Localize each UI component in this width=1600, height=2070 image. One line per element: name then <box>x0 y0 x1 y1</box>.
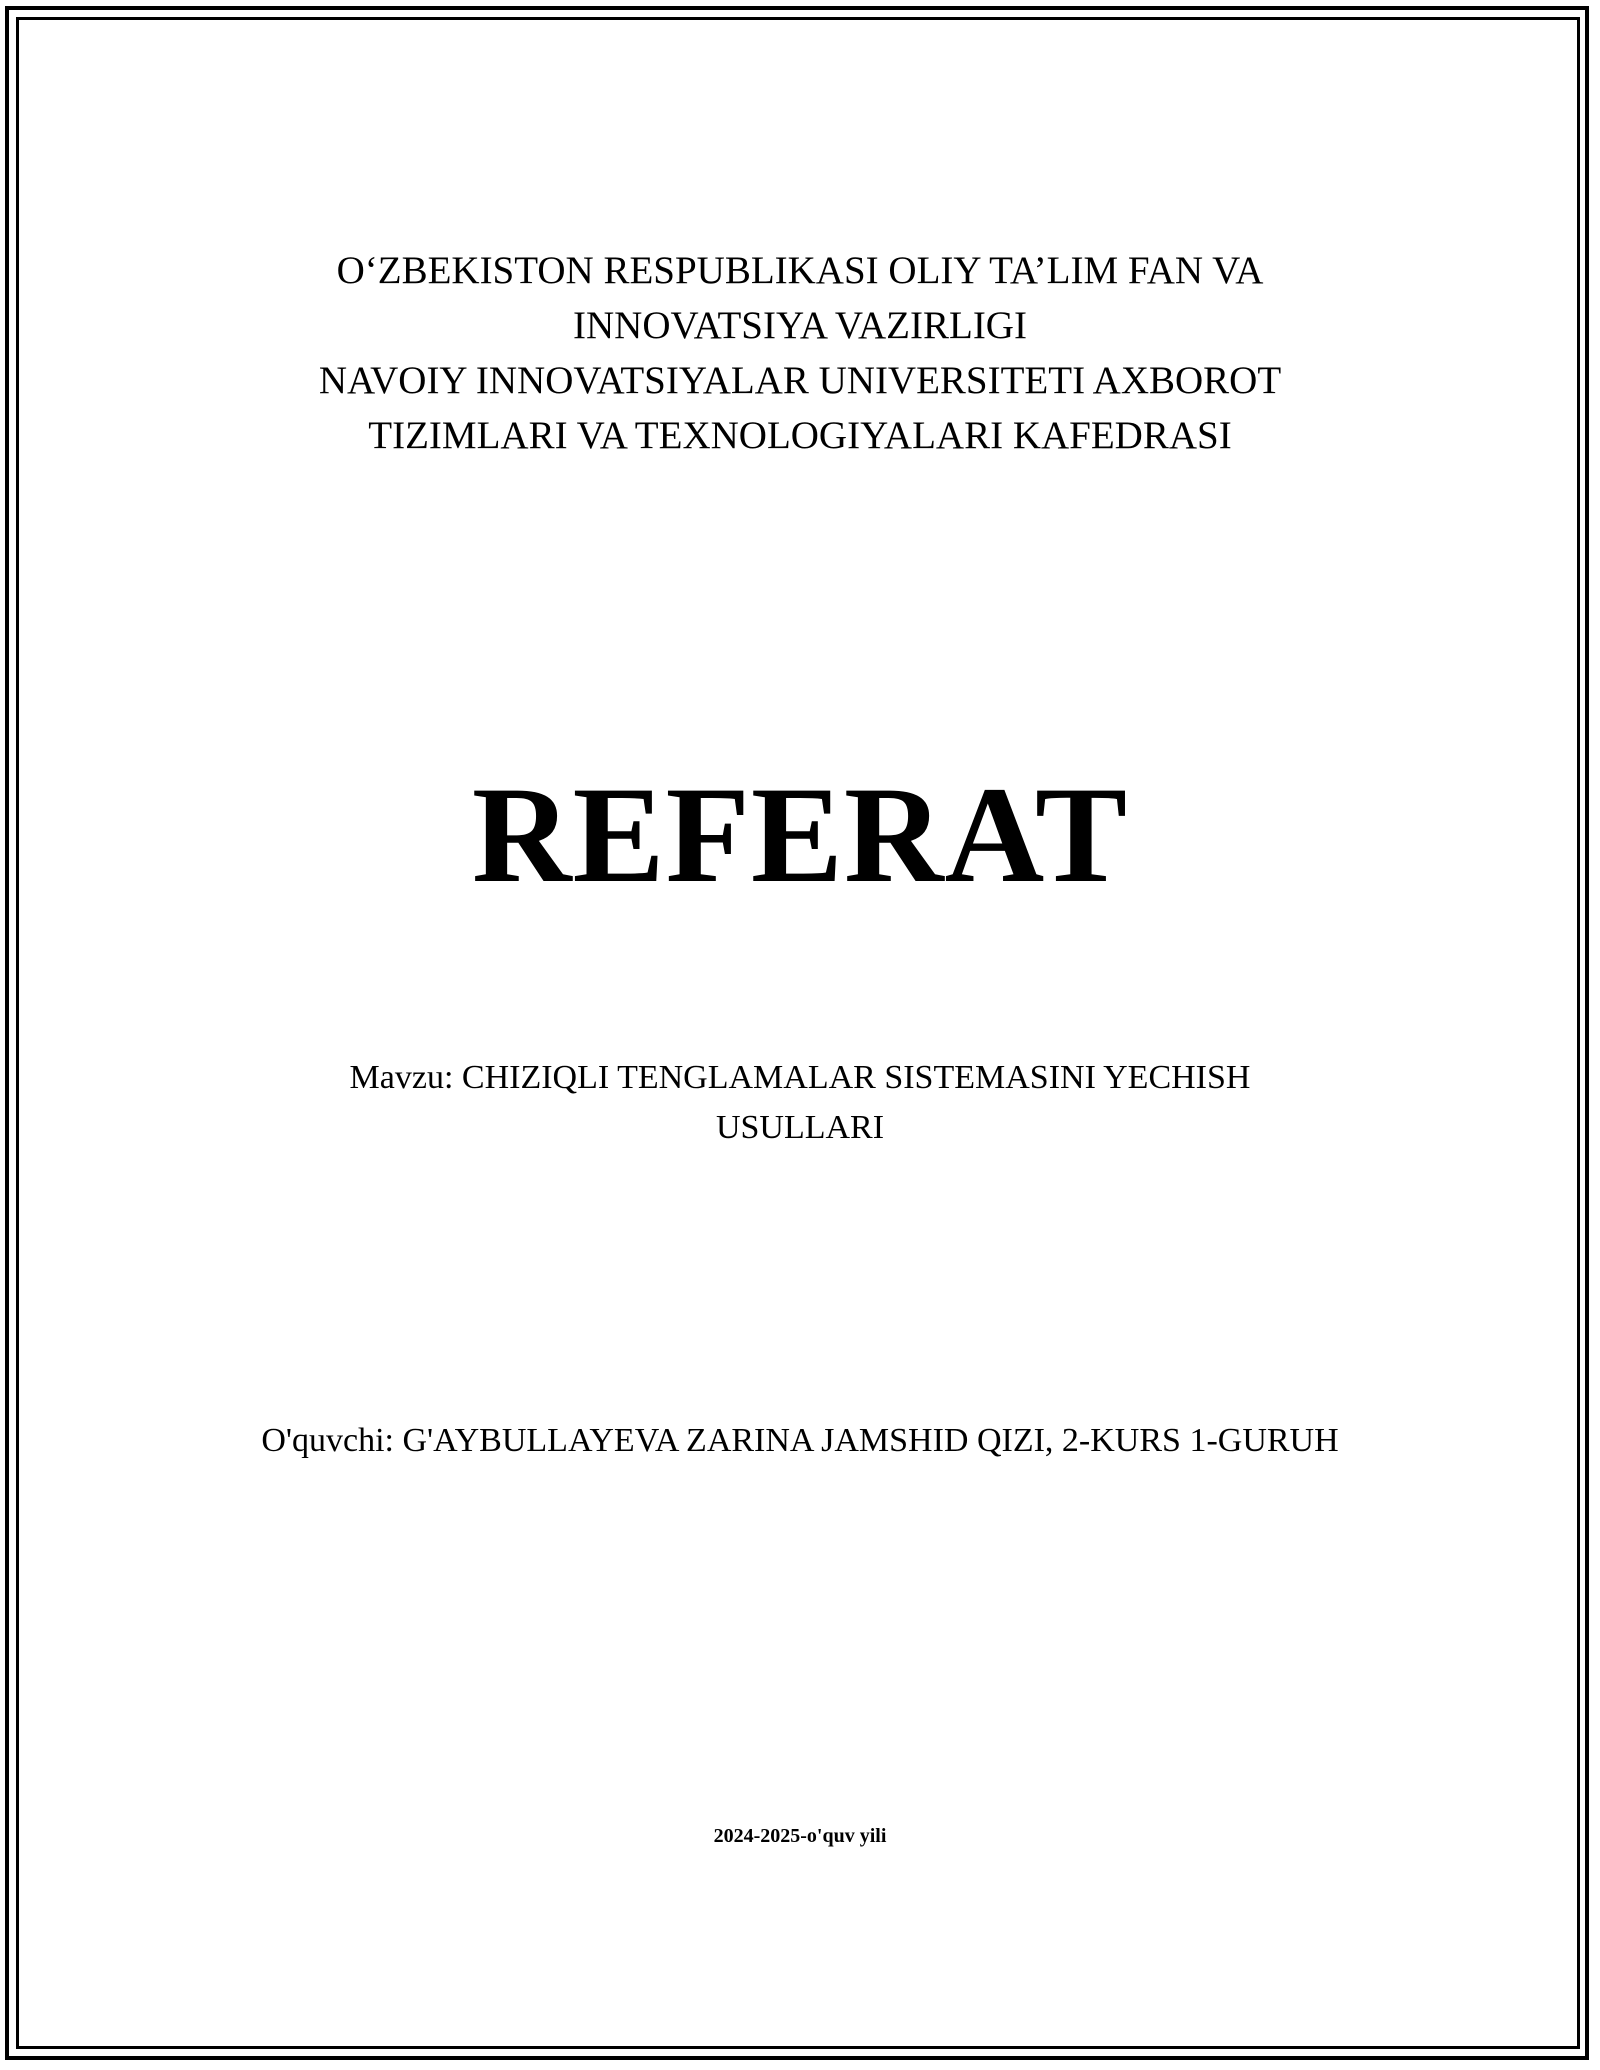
student-line: O'quvchi: G'AYBULLAYEVA ZARINA JAMSHID QIZI, 2-KURS 1-GURUH <box>261 1422 1339 1459</box>
academic-year: 2024-2025-o'quv yili <box>713 1825 887 1847</box>
header-line: NAVOIY INNOVATSIYALAR UNIVERSITETI AXBOROT <box>318 359 1282 402</box>
document-title: REFERAT <box>471 758 1129 911</box>
header-line: O‘ZBEKISTON RESPUBLIKASI OLIY TA’LIM FAN VA <box>336 249 1264 292</box>
institution-header <box>0 243 1600 463</box>
topic-line: Mavzu: CHIZIQLI TENGLAMALAR SISTEMASINI YECHISH USULLARI <box>349 1059 1251 1146</box>
header-line: TIZIMLARI VA TEXNOLOGIYALARI KAFEDRASI <box>368 414 1232 457</box>
header-line: INNOVATSIYA VAZIRLIGI <box>573 304 1027 347</box>
